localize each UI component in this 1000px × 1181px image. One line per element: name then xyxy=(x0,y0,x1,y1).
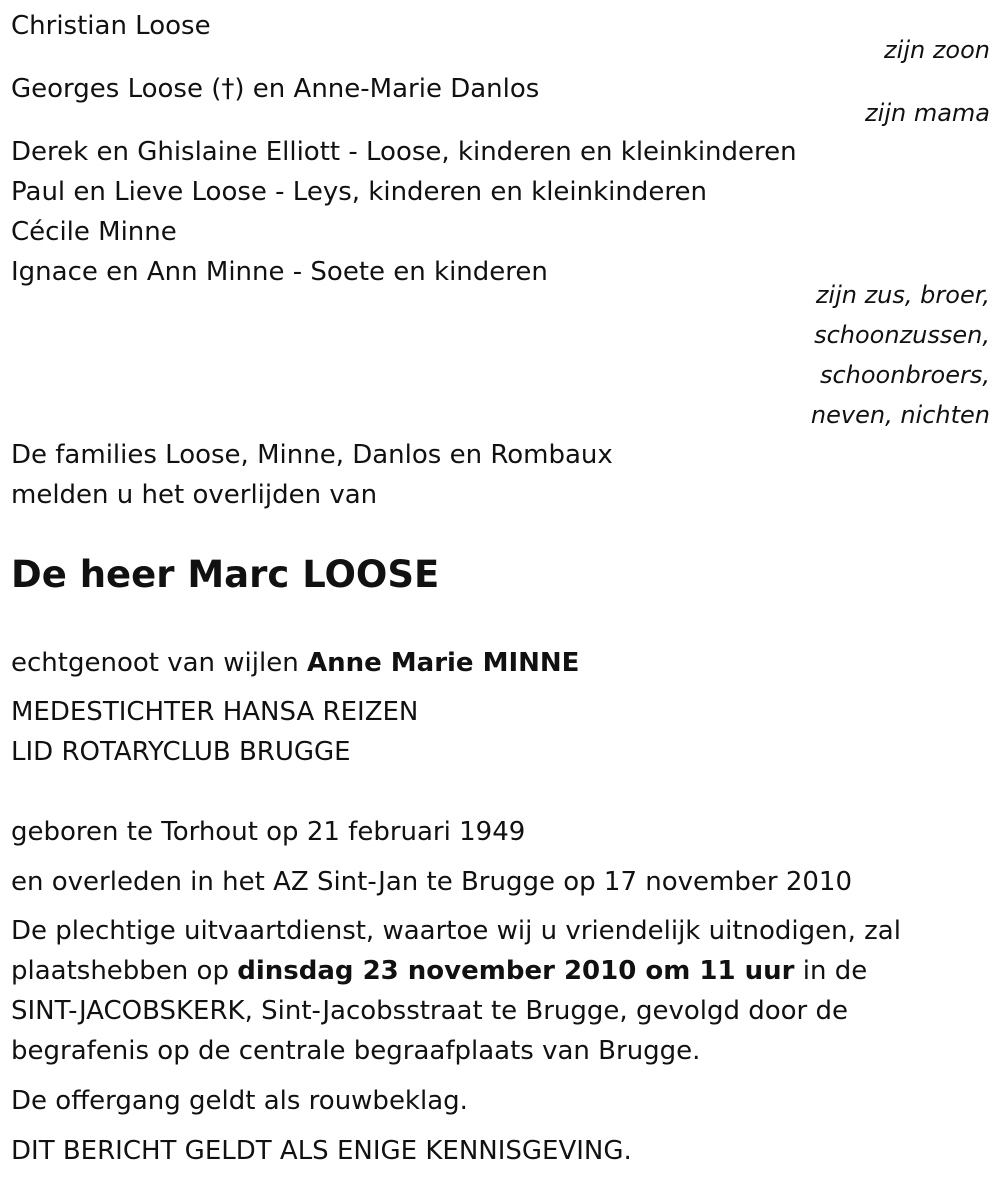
families-line: De families Loose, Minne, Danlos en Rombaux xyxy=(11,440,613,470)
mother-line xyxy=(11,72,539,106)
siblings-relation-line: schoonzussen, xyxy=(814,321,990,349)
service-date: dinsdag 23 november 2010 om 11 uur xyxy=(237,956,795,986)
sibling-line: Paul en Lieve Loose - Leys, kinderen en kleinkinderen xyxy=(11,177,707,207)
announce-line: melden u het overlijden van xyxy=(11,480,378,510)
death-line: en overleden in het AZ Sint-Jan te Brugge op 17 november 2010 xyxy=(11,867,852,897)
siblings-relation-line: zijn zus, broer, xyxy=(815,281,990,309)
mother-name-after: ) en Anne-Marie Danlos xyxy=(234,74,540,104)
service-line: De plechtige uitvaartdienst, waartoe wij u vriendelijk uitnodigen, zal xyxy=(11,916,901,946)
birth-line: geboren te Torhout op 21 februari 1949 xyxy=(11,817,526,847)
spouse-line xyxy=(11,646,579,680)
mother-relation: zijn mama xyxy=(865,99,990,127)
son-name: Christian Loose xyxy=(11,11,211,41)
spouse-prefix: echtgenoot van wijlen xyxy=(11,648,307,678)
siblings-relation-line: schoonbroers, xyxy=(819,361,990,389)
service-line: begrafenis op de centrale begraafplaats van Brugge. xyxy=(11,1036,701,1066)
offering-line: De offergang geldt als rouwbeklag. xyxy=(11,1086,468,1116)
siblings-relation-line: neven, nichten xyxy=(810,401,990,429)
service-suffix: in de xyxy=(794,956,868,986)
service-line: SINT-JACOBSKERK, Sint-Jacobsstraat te Brugge, gevolgd door de xyxy=(11,996,849,1026)
son-relation: zijn zoon xyxy=(884,36,990,64)
spouse-name: Anne Marie MINNE xyxy=(306,648,580,678)
sibling-line: Ignace en Ann Minne - Soete en kinderen xyxy=(11,257,548,287)
notice-line: DIT BERICHT GELDT ALS ENIGE KENNISGEVING. xyxy=(11,1136,632,1166)
service-line xyxy=(11,954,867,988)
sibling-line: Derek en Ghislaine Elliott - Loose, kinderen en kleinkinderen xyxy=(11,137,797,167)
deceased-title: De heer Marc LOOSE xyxy=(11,553,440,596)
mother-name-before: Georges Loose ( xyxy=(11,74,222,104)
service-prefix: plaatshebben op xyxy=(11,956,238,986)
role-line: MEDESTICHTER HANSA REIZEN xyxy=(11,697,419,727)
sibling-line: Cécile Minne xyxy=(11,217,177,247)
cross-icon: † xyxy=(221,74,235,104)
role-line: LID ROTARYCLUB BRUGGE xyxy=(11,737,351,767)
